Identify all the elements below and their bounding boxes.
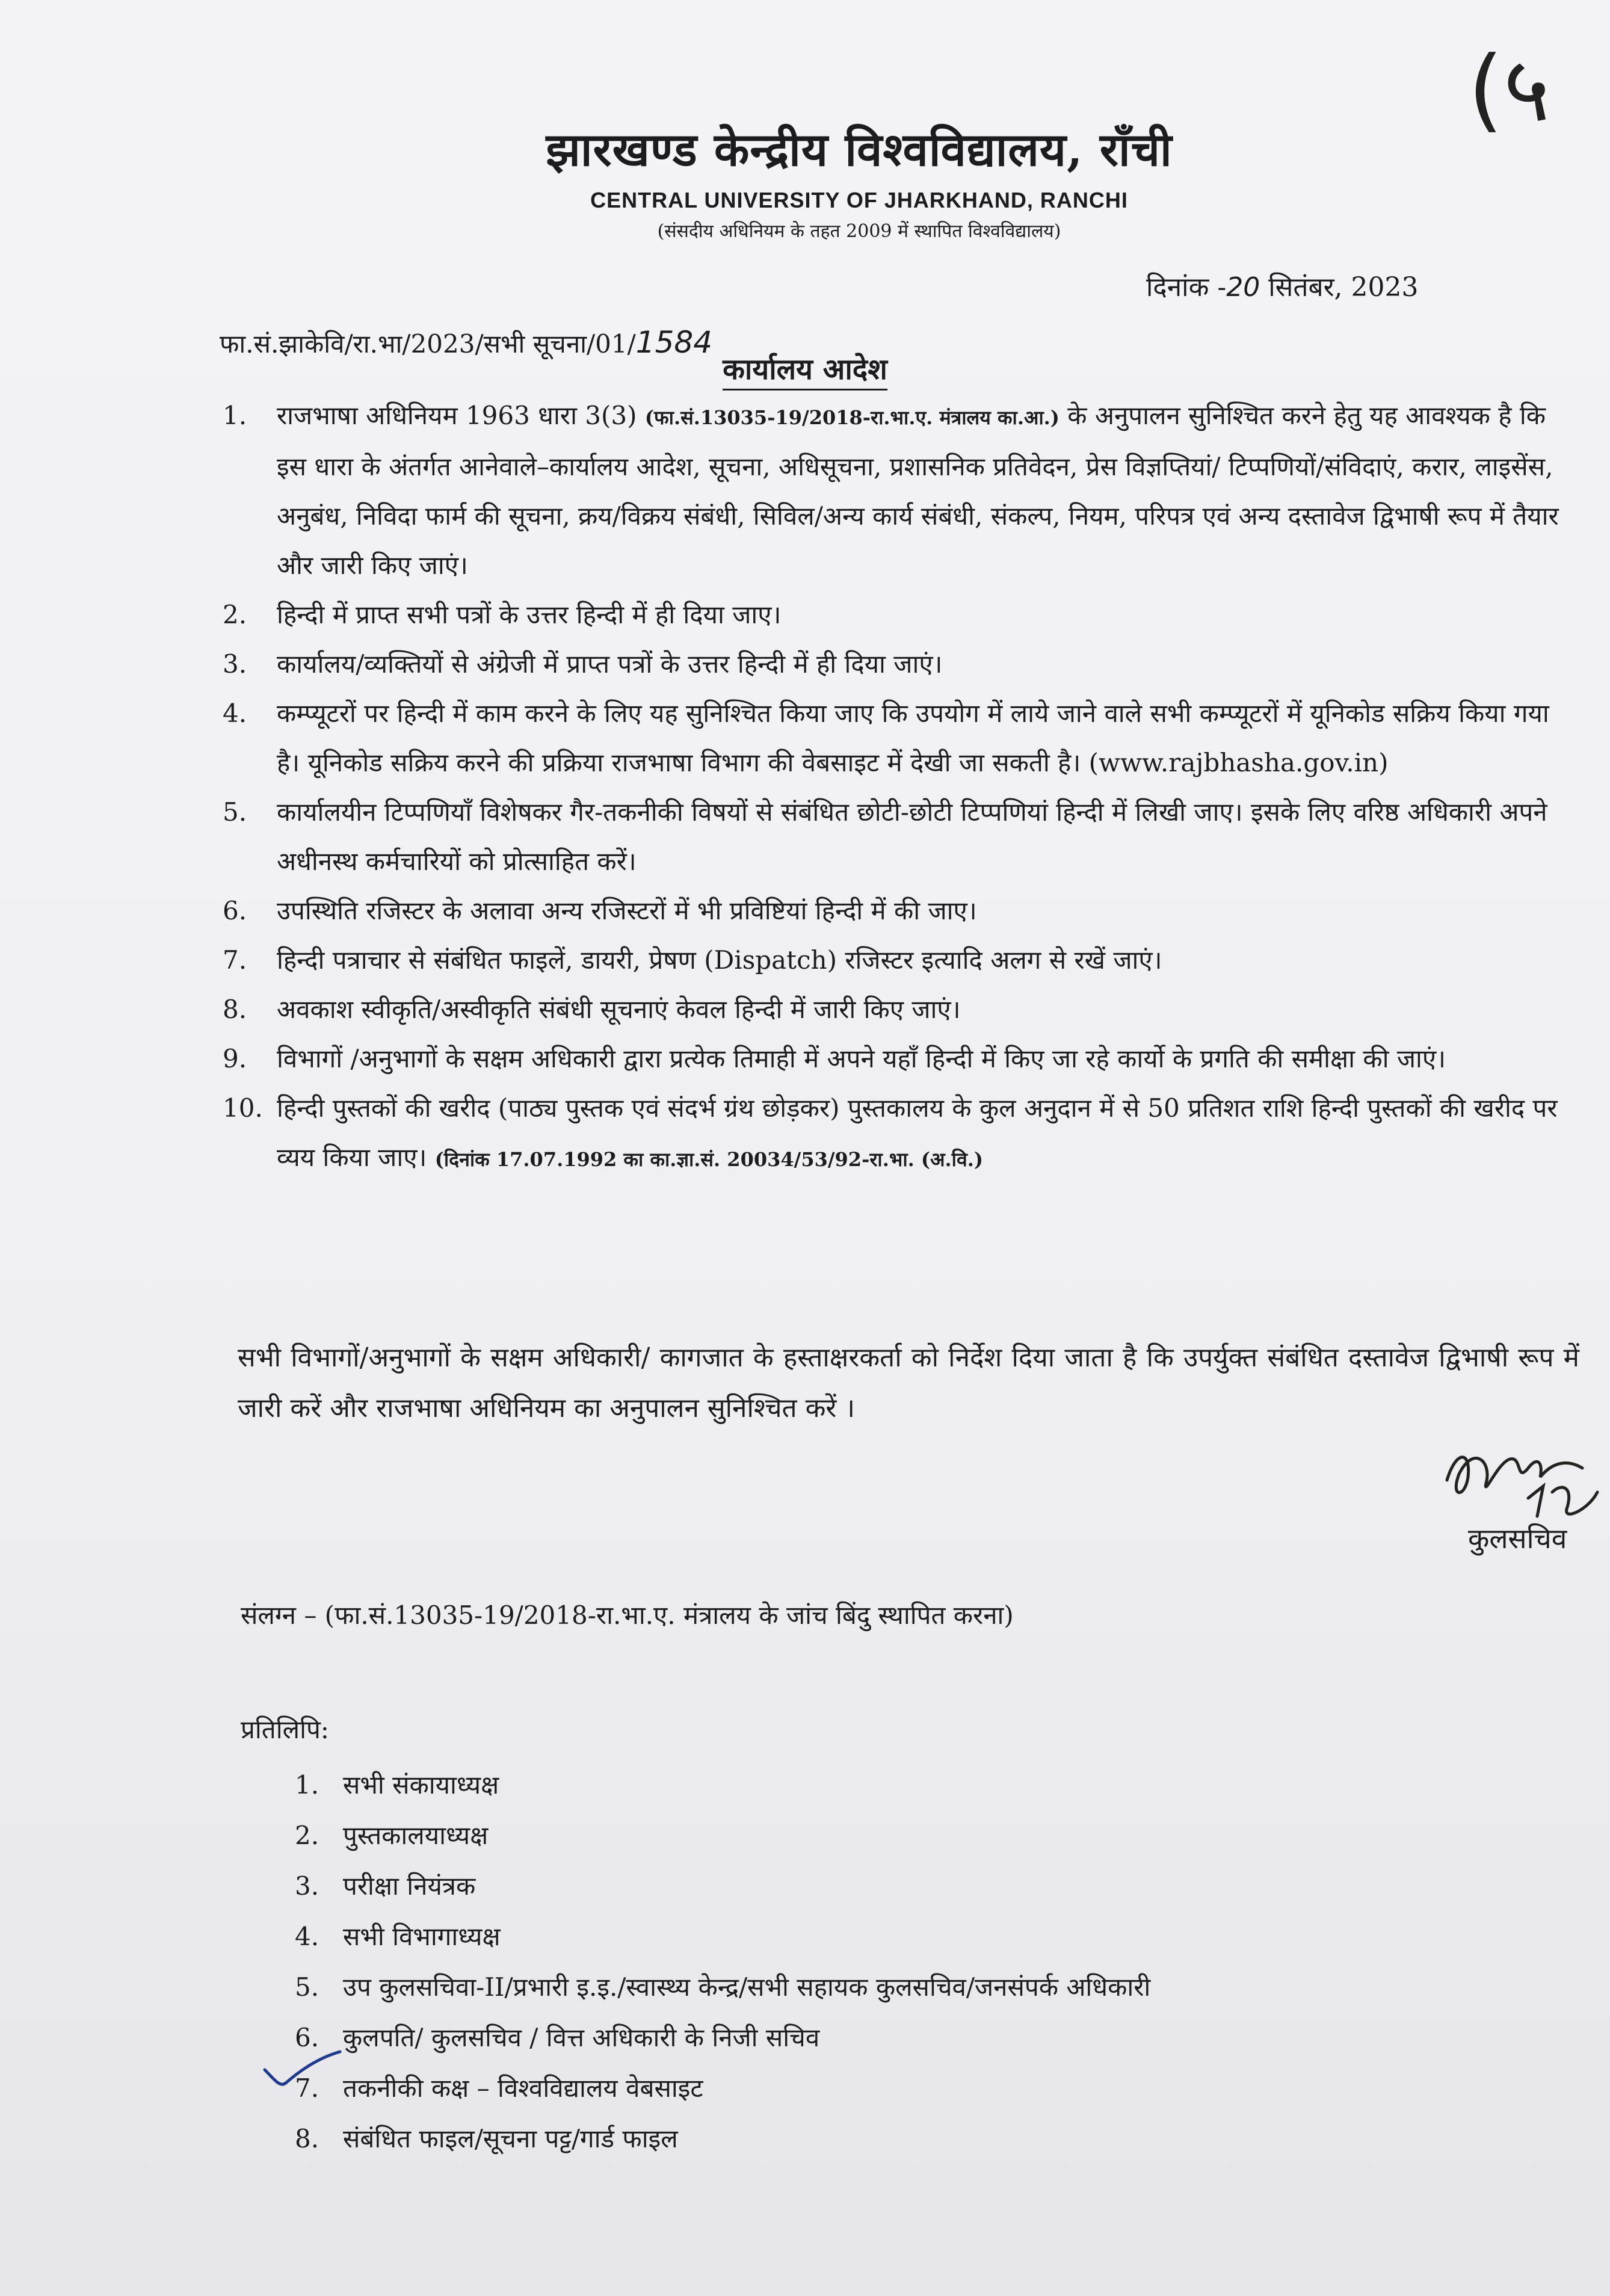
list-item: 8. संबंधित फाइल/सूचना पट्ट/गार्ड फाइल	[295, 2124, 678, 2153]
list-item: 6. उपस्थिति रजिस्टर के अलावा अन्य रजिस्टरों में भी प्रविष्टियां हिन्दी में की जाए।	[223, 896, 977, 925]
list-item: 4. सभी विभागाध्यक्ष	[295, 1922, 501, 1951]
closing-directive: सभी विभागों/अनुभागों के सक्षम अधिकारी/ कागजात के हस्ताक्षरकर्ता को निर्देश दिया जाता है कि उपर्युक्त संबंधित दस्तावेज द्विभाषी रूप में जारी करें और राजभाषा अधिनियम का अनुपालन सुनिश्चित करें ।	[238, 1342, 1579, 1424]
enclosure-line: संलग्न – (फा.सं.13035-19/2018-रा.भा.ए. मंत्रालय के जांच बिंदु स्थापित करना)	[241, 1600, 1014, 1630]
list-item: 1. सभी संकायाध्यक्ष	[295, 1770, 499, 1800]
order-points-list	[223, 391, 1576, 1184]
copy-to-label: प्रतिलिपि:	[241, 1715, 329, 1744]
university-subtitle: (संसदीय अधिनियम के तहत 2009 में स्थापित विश्वविद्यालय)	[657, 221, 1061, 242]
list-item: 1. राजभाषा अधिनियम 1963 धारा 3(3) (फा.सं.13035-19/2018-रा.भा.ए. मंत्रालय का.आ.) के अनुपालन सुनिश्चित करने हेतु यह आवश्यक है कि इस धारा के अंतर्गत आनेवाले–कार्यालय आदेश, सूचना, अधिसूचना, प्रशासनिक प्रतिवेदन, प्रेस विज्ञप्तियां/ टिप्पणियों/संविदाएं, करार, लाइसेंस, अनुबंध, निविदा फार्म की सूचना, क्रय/विक्रय संबंधी, सिविल/अन्य कार्य संबंधी, संकल्प, नियम, परिपत्र एवं अन्य दस्तावेज द्विभाषी रूप में तैयार और जारी किए जाएं।	[223, 401, 1559, 580]
list-item: 6. कुलपति/ कुलसचिव / वित्त अधिकारी के निजी सचिव	[295, 2023, 820, 2052]
list-item: 7. तकनीकी कक्ष – विश्वविद्यालय वेबसाइट	[295, 2073, 703, 2103]
letterhead	[0, 117, 1610, 242]
university-name-hindi: झारखण्ड केन्द्रीय विश्वविद्यालय, राँची	[546, 123, 1173, 176]
list-item: 2. हिन्दी में प्राप्त सभी पत्रों के उत्तर हिन्दी में ही दिया जाए।	[223, 600, 782, 629]
copy-to-list	[295, 1760, 1150, 2164]
list-item: 9. विभागों /अनुभागों के सक्षम अधिकारी द्वारा प्रत्येक तिमाही में अपने यहाँ हिन्दी में किए जा रहे कार्यो के प्रगति की समीक्षा की जाएं।	[223, 1044, 1446, 1073]
list-item: 4. कम्प्यूटरों पर हिन्दी में काम करने के लिए यह सुनिश्चित किया जाए कि उपयोग में लाये जाने वाले सभी कम्प्यूटरों में यूनिकोड सक्रिय किया गया है। यूनिकोड सक्रिय करने की प्रक्रिया राजभाषा विभाग की वेबसाइट में देखी जा सकती है। (www.rajbhasha.gov.in)	[223, 699, 1549, 777]
document-title: कार्यालय आदेश	[0, 349, 1610, 388]
list-item: 8. अवकाश स्वीकृति/अस्वीकृति संबंधी सूचनाएं केवल हिन्दी में जारी किए जाएं।	[223, 995, 961, 1024]
list-item: 7. हिन्दी पत्राचार से संबंधित फाइलें, डायरी, प्रेषण (Dispatch) रजिस्टर इत्यादि अलग से रखें जाएं।	[223, 945, 1162, 975]
signature-scribble	[1438, 1426, 1606, 1534]
signatory-designation: कुलसचिव	[1468, 1522, 1567, 1555]
list-item: 10. हिन्दी पुस्तकों की खरीद (पाठ्य पुस्तक एवं संदर्भ ग्रंथ छोड़कर) पुस्तकालय के कुल अनुदान में से 50 प्रतिशत राशि हिन्दी पुस्तकों की खरीद पर व्यय किया जाए। (दिनांक 17.07.1992 का का.ज्ञा.सं. 20034/53/92-रा.भा. (अ.वि.)	[223, 1093, 1558, 1172]
list-item: 5. उप कुलसचिवा-II/प्रभारी इ.इ./स्वास्थ्य केन्द्र/सभी सहायक कुलसचिव/जनसंपर्क अधिकारी	[295, 1972, 1151, 2002]
list-item: 3. कार्यालय/व्यक्तियों से अंग्रेजी में प्राप्त पत्रों के उत्तर हिन्दी में ही दिया जाएं।	[223, 649, 943, 679]
handwritten-ref-number: 1584	[635, 325, 713, 360]
order-date: दिनांक -20 सितंबर, 2023	[1146, 272, 1419, 303]
handwritten-date-day: 20	[1226, 272, 1260, 303]
university-name-english: CENTRAL UNIVERSITY OF JHARKHAND, RANCHI	[590, 188, 1128, 212]
list-item: 2. पुस्तकालयाध्यक्ष	[295, 1821, 489, 1850]
file-reference-number: फा.सं.झाकेवि/रा.भा/2023/सभी सूचना/01/1584	[220, 325, 713, 360]
handwritten-page-mark: (५	[1468, 37, 1550, 142]
list-item: 5. कार्यालयीन टिप्पणियाँ विशेषकर गैर-तकनीकी विषयों से संबंधित छोटी-छोटी टिप्पणियां हिन्दी में लिखी जाए। इसके लिए वरिष्ठ अधिकारी अपने अधीनस्थ कर्मचारियों को प्रोत्साहित करें।	[223, 797, 1547, 876]
list-item: 3. परीक्षा नियंत्रक	[295, 1871, 476, 1901]
